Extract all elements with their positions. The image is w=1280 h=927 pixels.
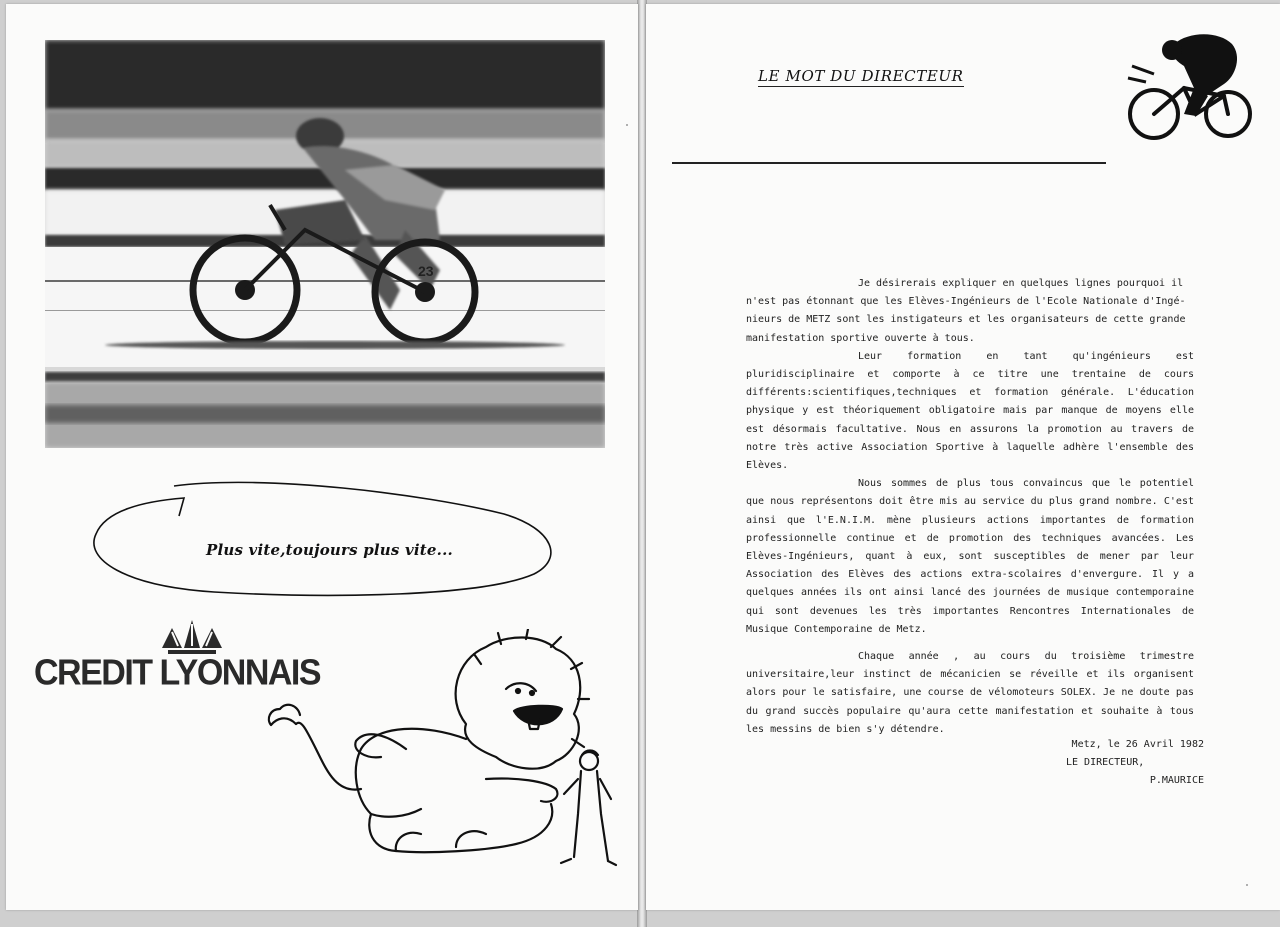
paragraph-line: nieurs de METZ sont les instigateurs et les organisateurs de cette grande (746, 314, 1186, 326)
paper-speck (1246, 884, 1248, 886)
slogan-text: Plus vite,toujours plus vite... (206, 541, 453, 559)
paper-speck (626, 124, 628, 126)
signature-name: P.MAURICE (1149, 775, 1204, 786)
signature-block (1046, 736, 1204, 790)
left-page (6, 4, 638, 910)
speech-bubble (84, 474, 564, 604)
credit-lyonnais-logo-icon (158, 610, 226, 654)
signature-place-date: Metz, le 26 Avril 1982 (1071, 739, 1204, 750)
paragraph-line: n'est pas étonnant que les Elèves-Ingénieurs de l'Ecole Nationale d'Ingé- (746, 296, 1186, 308)
title-rule (672, 162, 1106, 164)
cyclist-silhouette-icon (1124, 26, 1254, 144)
article-body (746, 275, 1194, 739)
paragraph-line: Je désirerais expliquer en quelques lignes pourquoi il (858, 278, 1184, 289)
race-number: 23 (418, 263, 434, 279)
signature-role: LE DIRECTEUR, (1066, 757, 1145, 768)
paragraph-3: Nous sommes de plus tous convaincus que le potentiel que nous représentons doit être mis au service du plus grand nombre. C'est ainsi que l'E.N.I.M. mène plusieurs actions importantes de formation professionnelle continue et de promotion des techniques avancées. Les Elèves-Ingénieurs, quant à eux, sont susceptibles de mener par leur Association des Elèves des actions extra-scolaires d'envergure. Il y a quelques années ils ont ainsi lancé des journées de musique contemporaine qui sont devenues les très importantes Rencontres Internationales de Musique Contemporaine de Metz. (746, 478, 1194, 635)
article-title: LE MOT DU DIRECTEUR (758, 67, 964, 85)
paragraph-1 (746, 275, 1194, 348)
paragraph-4: Chaque année , au cours du troisième trimestre universitaire,leur instinct de mécanicien se réveille et ils organisent alors pour le satisfaire, une course de vélomoteurs SOLEX. Je ne doute pas du grand succès populaire qu'aura cette manifestation et souhaite à tous les messins de bien s'y détendre. (746, 651, 1194, 735)
lion-mascot-illustration (256, 629, 626, 879)
right-page (646, 4, 1280, 910)
paragraph-2: Leur formation en tant qu'ingénieurs est pluridisciplinaire et comporte à ce titre une trentaine de cours différents:scientifiques,techniques et formation générale. L'éducation physique y est théoriquement obligatoire mais par manque de moyens elle est désormais facultative. Nous en assurons la promotion au travers de notre très active Association Sportive à laquelle adhère l'ensemble des Elèves. (746, 350, 1194, 472)
moped-rider-photo (45, 40, 605, 448)
brand-name: CREDIT LYONNAIS (34, 653, 321, 693)
paragraph-line: manifestation sportive ouverte à tous. (746, 332, 975, 344)
